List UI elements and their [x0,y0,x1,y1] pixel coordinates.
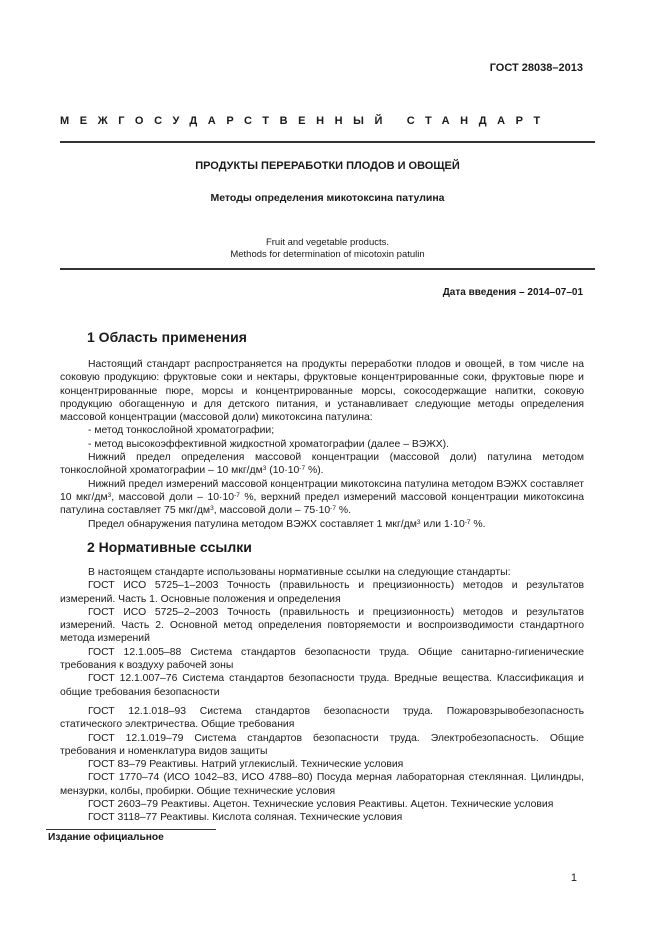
section1-paragraph-3: Нижний предел измерений массовой концентрации микотоксина патулина методом ВЭЖХ составляет 10 мкг/$дм^3$, массовой доли – $10\cdot 10^{-7}$ %, верхний предел измерений массовой концентрации микотоксина патулина составляет 75 мкг/$дм^3$, массовой доли – $75\cdot 10^{-7}$ %. [60,478,584,517]
section1-paragraph-2: Нижний предел определения массовой концентрации (массовой доли) патулина методом тонкослойной хроматографии – 10 мкг/$дм^3$ ($10\cdot 10^{-7}$ %). [60,452,584,477]
document-code: ГОСТ 28038–2013 [489,62,583,74]
interstate-standard-label: МЕЖГОСУДАРСТВЕННЫЙ СТАНДАРТ [60,115,551,127]
reference-item: ГОСТ ИСО 5725–2–2003 Точность (правильность и прецизионность) методов и результатов измерений. Часть 2. Основной метод определения повторяемости и воспроизводимости стандартного метода измерений [60,606,584,645]
english-title-line1: Fruit and vegetable products. [265,237,390,248]
reference-item: ГОСТ 83–79 Реактивы. Натрий углекислый. Технические условия [88,759,404,771]
footer-divider [46,829,216,830]
reference-item: ГОСТ 1770–74 (ИСО 1042–83, ИСО 4788–80) Посуда мерная лабораторная стеклянная. Цилиндры, мензурки, колбы, пробирки. Общие технические условия [60,772,584,797]
reference-item: ГОСТ 3118–77 Реактивы. Кислота соляная. Технические условия [88,812,403,824]
reference-item: ГОСТ 12.1.019–79 Система стандартов безопасности труда. Электробезопасность. Общие требования и номенклатура видов защиты [60,732,584,757]
page-number: 1 [570,872,577,884]
reference-item: ГОСТ 12.1.005–88 Система стандартов безопасности труда. Общие санитарно-гигиенические требования к воздуху рабочей зоны [60,646,584,672]
title-divider [60,268,595,270]
document-subtitle: Методы определения микотоксина патулина [210,192,445,204]
reference-item: ГОСТ ИСО 5725–1–2003 Точность (правильность и прецизионность) методов и результатов измерений. Часть 1. Основные положения и определения [60,580,584,605]
introduction-date: Дата введения – 2014–07–01 [442,287,583,298]
reference-item: ГОСТ 12.1.018–93 Система стандартов безопасности труда. Пожаровзрывобезопасность статического электричества. Общие требования [60,705,584,731]
section1-body [60,358,584,531]
section1-paragraph-1: Настоящий стандарт распространяется на продукты переработки плодов и овощей, в том числе на соковую продукцию: фруктовые соки и нектары, фруктовые концентрированные соки, фруктовые пюре и концентрированные пюре, морсы и концентрированные морсы, сокосодержащие напитки, соковую продукцию обогащенную и для детского питания, и устанавливает следующие методы определения массовой концентрации (массовой доли) микотоксина патулина: [60,359,584,424]
reference-item: ГОСТ 2603–79 Реактивы. Ацетон. Технические условия Реактивы. Ацетон. Технические условия [88,799,554,811]
section2-heading: 2 Нормативные ссылки [87,539,252,555]
official-edition-label: Издание официальное [48,832,164,843]
top-divider [60,141,595,143]
section1-heading: 1 Область применения [87,329,247,345]
section1-paragraph-4: Предел обнаружения патулина методом ВЭЖХ составляет 1 мкг/$дм^3$ или $1\cdot 10^{-7}$ %. [88,518,486,530]
section2-intro: В настоящем стандарте использованы нормативные ссылки на следующие стандарты: [88,567,511,578]
reference-item: ГОСТ 12.1.007–76 Система стандартов безопасности труда. Вредные вещества. Классификация и общие требования безопасности [60,673,584,698]
method-list-item-2: - метод высокоэффективной жидкостной хроматографии (далее – ВЭЖХ). [88,438,450,450]
section2-body [60,566,584,825]
document-title: ПРОДУКТЫ ПЕРЕРАБОТКИ ПЛОДОВ И ОВОЩЕЙ [195,160,460,172]
method-list-item-1: - метод тонкослойной хроматографии; [88,425,275,437]
english-title-line2: Methods for determination of micotoxin patulin [230,249,425,260]
